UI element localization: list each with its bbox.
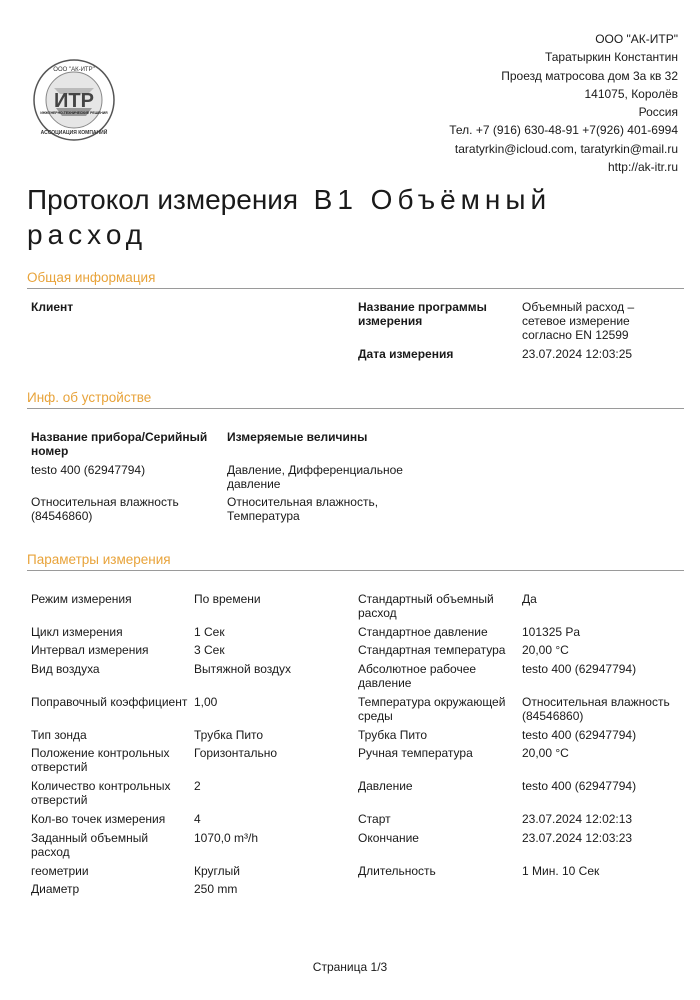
param-value: 1,00 bbox=[194, 695, 218, 709]
company-phone: Тел. +7 (916) 630-48-91 +7(926) 401-6994 bbox=[449, 123, 678, 138]
param-label: Режим измерения bbox=[31, 592, 132, 606]
param-value: 1070,0 m³/h bbox=[194, 831, 259, 845]
device-info-heading: Инф. об устройстве bbox=[27, 390, 684, 409]
param-value: testo 400 (62947794) bbox=[522, 779, 637, 793]
company-info bbox=[298, 30, 678, 176]
company-name: ООО "АК-ИТР" bbox=[595, 32, 678, 46]
company-website: http://ak-itr.ru bbox=[607, 160, 678, 175]
logo-bottom-text: АССОЦИАЦИЯ КОМПАНИЙ bbox=[40, 130, 108, 136]
param-value: 20,00 °C bbox=[522, 746, 569, 760]
program-label: Название программы измерения bbox=[358, 300, 487, 328]
param-label: Абсолютное рабочее давление bbox=[358, 662, 477, 690]
param-value: testo 400 (62947794) bbox=[522, 662, 637, 676]
company-country: Россия bbox=[638, 105, 678, 120]
company-address: Проезд матросова дом 3а кв 32 bbox=[501, 68, 678, 83]
param-value: 2 bbox=[194, 779, 201, 793]
device-row-1-values: Давление, Дифференциальное давление bbox=[227, 463, 403, 491]
param-label: Стандартный объемный расход bbox=[358, 592, 494, 620]
param-value: testo 400 (62947794) bbox=[522, 728, 637, 742]
logo-top-text: ООО "АК-ИТР" bbox=[53, 67, 95, 73]
param-value: Круглый bbox=[194, 864, 240, 878]
param-value: 20,00 °C bbox=[522, 643, 569, 657]
param-label: Трубка Пито bbox=[358, 728, 428, 742]
param-label: Стандартное давление bbox=[358, 625, 488, 639]
param-value: 101325 Pa bbox=[522, 625, 581, 639]
device-name-header: Название прибора/Серийный номер bbox=[31, 430, 208, 458]
param-value: Вытяжной воздух bbox=[194, 662, 292, 676]
program-value: Объемный расход – сетевое измерение согласно EN 12599 bbox=[522, 300, 635, 342]
contact-person: Таратыркин Константин bbox=[544, 50, 678, 65]
params-table bbox=[31, 592, 686, 902]
param-value: Горизонтально bbox=[194, 746, 278, 760]
params-heading: Параметры измерения bbox=[27, 552, 684, 571]
param-value: 3 Сек bbox=[194, 643, 225, 657]
title-spaced-1: В1 Объёмный bbox=[313, 184, 552, 215]
params-section bbox=[27, 552, 684, 571]
client-label: Клиент bbox=[31, 300, 74, 314]
date-label: Дата измерения bbox=[358, 347, 454, 361]
device-row-2-name: Относительная влажность (84546860) bbox=[31, 495, 179, 523]
param-label: Окончание bbox=[358, 831, 419, 845]
param-value: 1 Сек bbox=[194, 625, 225, 639]
param-label: Кол-во точек измерения bbox=[31, 812, 166, 826]
device-row-2-values: Относительная влажность, Температура bbox=[227, 495, 379, 523]
param-label: Температура окружающей среды bbox=[358, 695, 506, 723]
param-value: По времени bbox=[194, 592, 261, 606]
company-city: 141075, Королёв bbox=[584, 86, 678, 101]
page-title bbox=[27, 182, 667, 252]
logo-center-text: ИТР bbox=[54, 90, 94, 112]
general-info-table bbox=[31, 300, 681, 370]
param-value: Да bbox=[522, 592, 537, 606]
param-value: 250 mm bbox=[194, 882, 238, 896]
param-label: Интервал измерения bbox=[31, 643, 149, 657]
general-info-section bbox=[27, 270, 684, 289]
page-number: Страница 1/3 bbox=[312, 960, 388, 974]
param-value: Относительная влажность (84546860) bbox=[522, 695, 670, 723]
param-value: 23.07.2024 12:03:23 bbox=[522, 831, 633, 845]
param-label: Количество контрольных отверстий bbox=[31, 779, 171, 807]
param-label: Заданный объемный расход bbox=[31, 831, 149, 859]
general-info-heading: Общая информация bbox=[27, 270, 684, 289]
logo-middle-text: ИНЖЕНЕРНО-ТЕХНИЧЕСКИЕ РЕШЕНИЯ bbox=[40, 111, 108, 115]
param-label: Поправочный коэффициент bbox=[31, 695, 188, 709]
param-label: Старт bbox=[358, 812, 391, 826]
title-main: Протокол измерения bbox=[27, 184, 299, 215]
param-label: Ручная температура bbox=[358, 746, 473, 760]
param-label: Цикл измерения bbox=[31, 625, 123, 639]
device-info-section bbox=[27, 390, 684, 409]
param-value: 4 bbox=[194, 812, 201, 826]
param-value: 1 Мин. 10 Сек bbox=[522, 864, 600, 878]
date-value: 23.07.2024 12:03:25 bbox=[522, 347, 633, 361]
title-spaced-2: расход bbox=[27, 219, 148, 250]
param-value: 23.07.2024 12:02:13 bbox=[522, 812, 633, 826]
param-label: Вид воздуха bbox=[31, 662, 100, 676]
param-label: Тип зонда bbox=[31, 728, 87, 742]
device-values-header: Измеряемые величины bbox=[227, 430, 368, 444]
param-label: геометрии bbox=[31, 864, 89, 878]
param-label: Длительность bbox=[358, 864, 436, 878]
company-logo bbox=[32, 58, 116, 142]
param-value: Трубка Пито bbox=[194, 728, 264, 742]
company-email: taratyrkin@icloud.com, taratyrkin@mail.ru bbox=[454, 141, 678, 156]
device-table bbox=[31, 430, 681, 530]
param-label: Положение контрольных отверстий bbox=[31, 746, 170, 774]
device-row-1-name: testo 400 (62947794) bbox=[31, 463, 146, 477]
param-label: Давление bbox=[358, 779, 413, 793]
param-label: Диаметр bbox=[31, 882, 80, 896]
param-label: Стандартная температура bbox=[358, 643, 506, 657]
